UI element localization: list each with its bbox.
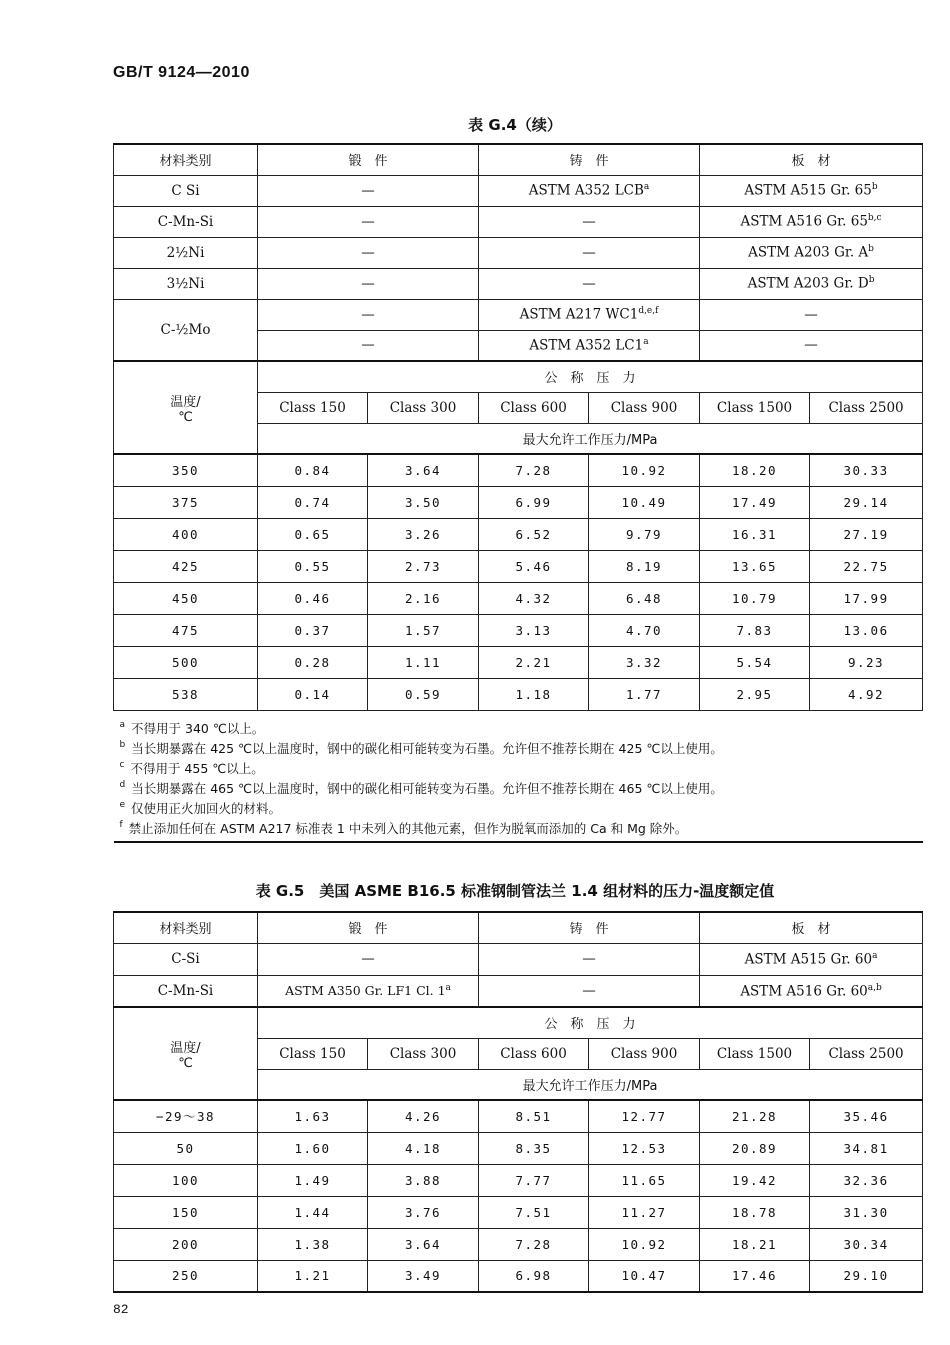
temp-header: 温度/ ℃ (114, 1007, 258, 1100)
class-header-row: Class 150 Class 300 Class 600 Class 900 Class 1500 Class 2500 (114, 392, 923, 423)
table-row: 50 1.60 4.18 8.35 12.53 20.89 34.81 (114, 1132, 923, 1164)
material-row: 2½Ni — — ASTM A203 Gr. $A^b$ (114, 237, 923, 268)
material-row: 3½Ni — — ASTM A203 Gr. $D^b$ (114, 268, 923, 299)
max-pressure-header: 最大允许工作压力/MPa (258, 1069, 923, 1100)
footnote: $^c$ 不得用于 455 ℃以上。 (119, 760, 264, 776)
table-row: 425 0.55 2.73 5.46 8.19 13.65 22.75 (114, 550, 923, 582)
material-row-mo: C-½Mo — ASTM A217 WC1$^{d,e,f}$ — (114, 299, 923, 330)
material-row: C-Mn-Si — — ASTM A516 Gr. 65$^{b,c}$ (114, 206, 923, 237)
table-g4 (113, 143, 923, 843)
table-row: 500 0.28 1.11 2.21 3.32 5.54 9.23 (114, 646, 923, 678)
table-row: 450 0.46 2.16 4.32 6.48 10.79 17.99 (114, 582, 923, 614)
material-row: C-Mn-Si ASTM A350 Gr. LF1 Cl. 1$^a$ — ASTM A516 Gr. 60$^{a,b}$ (114, 975, 923, 1007)
table2-caption: 表 G.5 美国 ASME B16.5 标准钢制管法兰 1.4 组材料的压力-温度额定值 (255, 882, 775, 900)
temp-header: 温度/ ℃ (114, 361, 258, 454)
header-casting: 铸 件 (479, 144, 700, 175)
table-row: 538 0.14 0.59 1.18 1.77 2.95 4.92 (114, 678, 923, 710)
table-row: 375 0.74 3.50 6.99 10.49 17.49 29.14 (114, 486, 923, 518)
header-casting: 铸 件 (479, 912, 700, 943)
material-row: C Si — ASTM A352 LCB$^a$ ASTM A515 Gr. 65$^b$ (114, 175, 923, 206)
header-material: 材料类别 (114, 144, 258, 175)
header-forging: 锻 件 (258, 912, 479, 943)
table-row: −29～38 1.63 4.26 8.51 12.77 21.28 35.46 (114, 1100, 923, 1132)
header-forging: 锻 件 (258, 144, 479, 175)
standard-header: GB/T 9124—2010 (113, 64, 250, 81)
table-row: 475 0.37 1.57 3.13 4.70 7.83 13.06 (114, 614, 923, 646)
class-header-row: Class 150 Class 300 Class 600 Class 900 Class 1500 Class 2500 (114, 1038, 923, 1069)
header-plate: 板 材 (700, 144, 923, 175)
header-material: 材料类别 (114, 912, 258, 943)
table1-caption: 表 G.4（续） (468, 116, 562, 134)
table-row: 100 1.49 3.88 7.77 11.65 19.42 32.36 (114, 1164, 923, 1196)
header-plate: 板 材 (700, 912, 923, 943)
table-row: 400 0.65 3.26 6.52 9.79 16.31 27.19 (114, 518, 923, 550)
footnote: $^d$ 当长期暴露在 465 ℃以上温度时，钢中的碳化相可能转变为石墨。允许但不推荐长期在 465 ℃以上使用。 (119, 780, 723, 796)
table-row: 350 0.84 3.64 7.28 10.92 18.20 30.33 (114, 454, 923, 486)
table-row: 200 1.38 3.64 7.28 10.92 18.21 30.34 (114, 1228, 923, 1260)
footnote: $^e$ 仅使用正火加回火的材料。 (119, 800, 282, 816)
footnote: $^b$ 当长期暴露在 425 ℃以上温度时，钢中的碳化相可能转变为石墨。允许但不推荐长期在 425 ℃以上使用。 (119, 740, 723, 756)
footnote: $^f$ 禁止添加任何在 ASTM A217 标准表 1 中未列入的其他元素，但作为脱氧而添加的 Ca 和 Mg 除外。 (119, 820, 688, 836)
table-row: 250 1.21 3.49 6.98 10.47 17.46 29.10 (114, 1260, 923, 1292)
nominal-pressure-header: 公 称 压 力 (258, 1007, 923, 1038)
table-row: 150 1.44 3.76 7.51 11.27 18.78 31.30 (114, 1196, 923, 1228)
max-pressure-header: 最大允许工作压力/MPa (258, 423, 923, 454)
nominal-pressure-header: 公 称 压 力 (258, 361, 923, 392)
page-number: 82 (113, 1302, 129, 1317)
material-row: C-Si — — ASTM A515 Gr. 60$^a$ (114, 943, 923, 975)
material-row-mo: — ASTM A352 LC1$^a$ — (114, 330, 923, 361)
footnote: $^a$ 不得用于 340 ℃以上。 (114, 710, 923, 738)
table-g5 (113, 911, 923, 1293)
